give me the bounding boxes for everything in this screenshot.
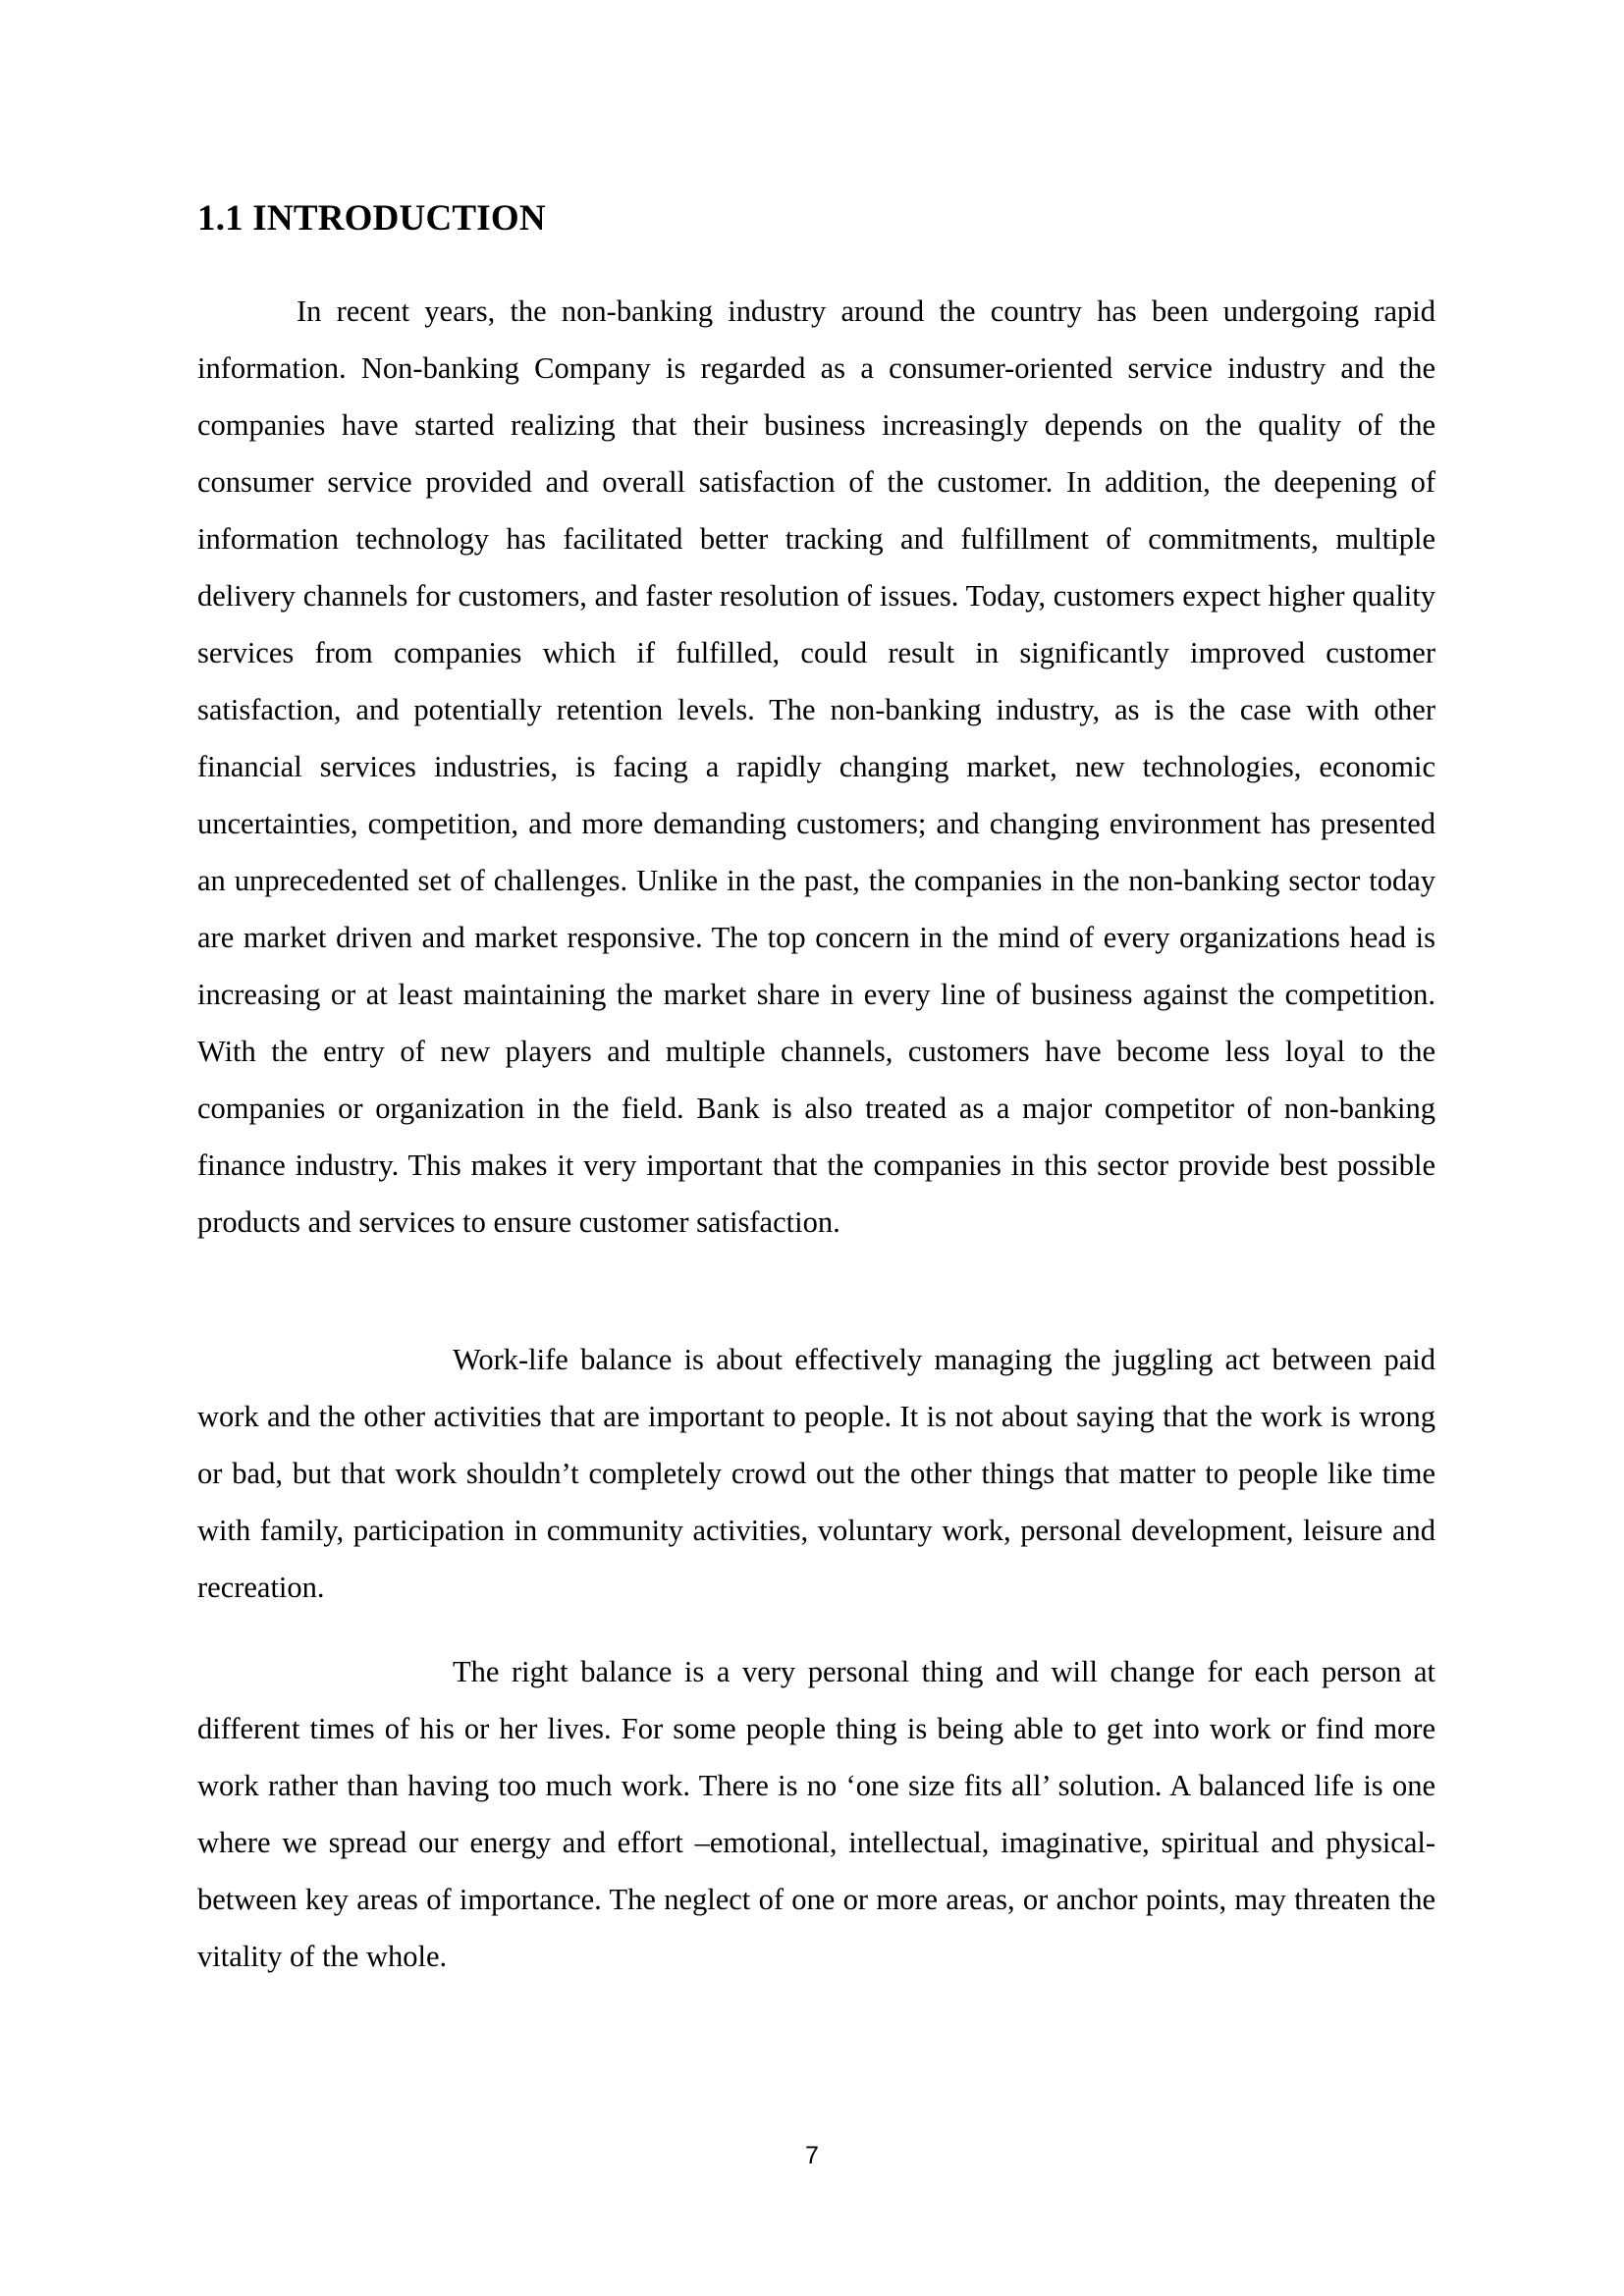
paragraph-introduction: In recent years, the non-banking industry around the country has been undergoing rapid information. Non-banking Company is regarded as a consumer-oriented service industry and the companies have started realizing that their business increasingly depends on the quality of the consumer service provided and overall satisfaction of the customer. In addition, the deepening of information technology has facilitated better tracking and fulfillment of commitments, multiple delivery channels for customers, and faster resolution of issues. Today, customers expect higher quality services from companies which if fulfilled, could result in significantly improved customer satisfaction, and potentially retention levels. The non-banking industry, as is the case with other financial services industries, is facing a rapidly changing market, new technologies, economic uncertainties, competition, and more demanding customers; and changing environment has presented an unprecedented set of challenges. Unlike in the past, the companies in the non-banking sector today are market driven and market responsive. The top concern in the mind of every organizations head is increasing or at least maintaining the market share in every line of business against the competition. With the entry of new players and multiple channels, customers have become less loyal to the companies or organization in the field. Bank is also treated as a major competitor of non-banking finance industry. This makes it very important that the companies in this sector provide best possible products and services to ensure customer satisfaction. [197, 294, 1435, 1239]
section-heading: 1.1 INTRODUCTION [197, 198, 546, 239]
page-number: 7 [805, 2142, 819, 2169]
paragraph-work-life-balance: Work-life balance is about effectively managing the juggling act between paid work and the other activities that are important to people. It is not about saying that the work is wrong or bad, but that work shouldn’t completely crowd out the other things that matter to people like time with family, participation in community activities, voluntary work, personal development, leisure and recreation. [197, 1343, 1435, 1604]
paragraph-right-balance: The right balance is a very personal thing and will change for each person at different times of his or her lives. For some people thing is being able to get into work or find more work rather than having too much work. There is no ‘one size fits all’ solution. A balanced life is one where we spread our energy and effort –emotional, intellectual, imaginative, spiritual and physical-between key areas of importance. The neglect of one or more areas, or anchor points, may threaten the vitality of the whole. [197, 1655, 1435, 1973]
